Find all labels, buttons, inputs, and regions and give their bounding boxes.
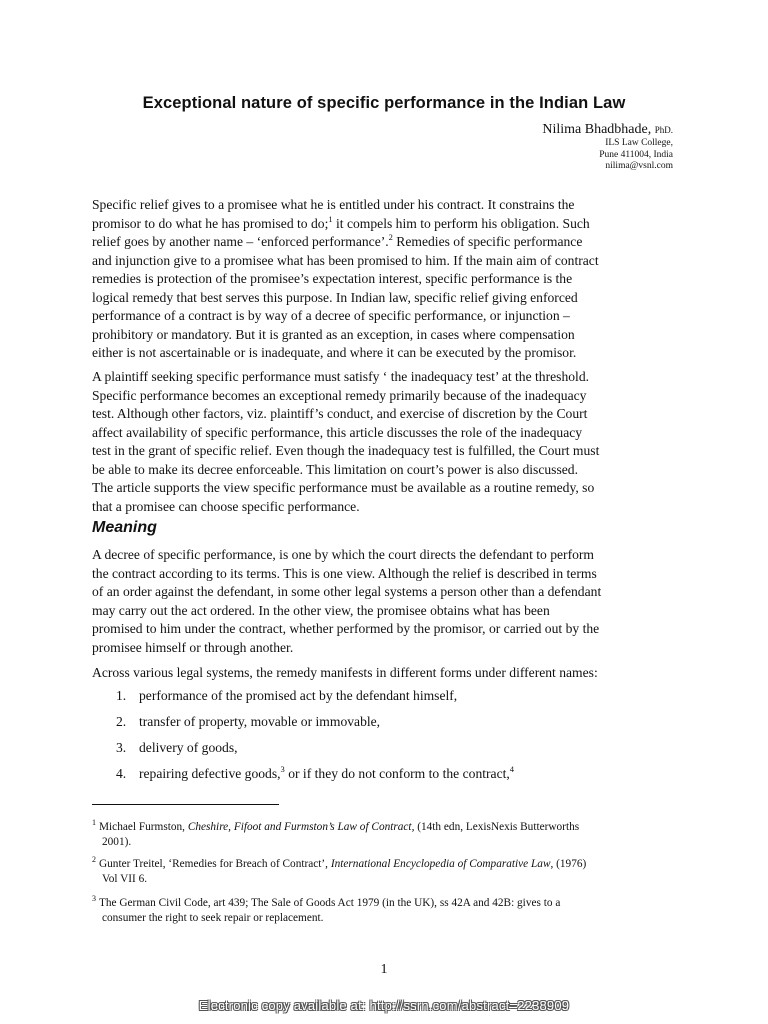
text-line: may carry out the act ordered. In the other view, the promisee obtains what has been [92, 602, 550, 618]
text-line: logical remedy that best serves this purpose. In Indian law, specific relief giving enforced [92, 289, 578, 305]
text-line: promisee himself or through another. [92, 639, 294, 655]
author-affiliation [599, 138, 673, 173]
text-line: prohibitory or mandatory. But it is granted as an exception, in cases where compensation [92, 326, 575, 342]
text-line: relief goes by another name – ‘enforced performance’.$^2$ Remedies of specific performance [92, 232, 583, 249]
footnote: $^2$ Gunter Treitel, ‘Remedies for Breach of Contract’, International Encyclopedia of Comparative Law, (1976) Vol VII 6. [92, 855, 587, 885]
paragraph-meaning [92, 546, 677, 657]
list-text: performance of the promised act by the defendant himself, [139, 688, 458, 703]
footnote-mark: 1 [92, 818, 96, 827]
text-line: test. Although other factors, viz. plaintiff’s conduct, and exercise of discretion by the Court [92, 406, 588, 421]
text-line: remedies is protection of the promisee’s expectation interest, specific performance is the [92, 271, 573, 286]
list-number: 2. [116, 714, 127, 729]
footnote-mark: 3 [92, 894, 96, 903]
paragraph-intro [92, 196, 677, 363]
list-number: 1. [116, 688, 127, 703]
author-degree: PhD. [654, 125, 673, 135]
affiliation-address: Pune 411004, India [599, 149, 673, 160]
footnote-ref: 3 [280, 764, 285, 774]
text-line: be able to make its decree enforceable. This limitation on court’s power is also discussed. [92, 461, 578, 477]
footnote: $^3$ The German Civil Code, art 439; The Sale of Goods Act 1979 (in the UK), ss 42A and 42B: gives to a consumer the right to seek repair or replacement. [92, 894, 561, 924]
list-text: transfer of property, movable or immovable, [139, 714, 381, 729]
paper-title: Exceptional nature of specific performance in the Indian Law [142, 94, 626, 112]
footnote-divider [92, 804, 279, 805]
footnote-continuation: 2001). [102, 836, 132, 848]
affiliation-institution: ILS Law College, [605, 138, 673, 148]
footnote-continuation: Vol VII 6. [102, 873, 148, 885]
paragraph-scope [92, 368, 677, 516]
list-number: 3. [116, 740, 127, 755]
footnote-mark: 2 [92, 855, 96, 864]
text-line: The article supports the view specific performance must be available as a routine remedy, so [92, 480, 595, 495]
list-text: repairing defective goods,$^3$ or if they do not conform to the contract,$^4$ [139, 764, 515, 781]
text-line: either is not ascertainable or is inadequate, and where it can be executed by the promisor. [92, 345, 577, 360]
text-line: Specific performance becomes an exceptional remedy primarily because of the inadequacy [92, 387, 587, 403]
text-line: test in the grant of specific relief. Even though the inadequacy test is fulfilled, the Court must [92, 443, 600, 458]
footnote: $^1$ Michael Furmston, Cheshire, Fifoot and Furmston’s Law of Contract, (14th edn, LexisNexis Butterworths 2001). [92, 818, 580, 848]
text-line: Across various legal systems, the remedy manifests in different forms under different names: [92, 665, 598, 680]
footnote-ref: 2 [388, 232, 393, 242]
footnote-ref: 1 [328, 213, 333, 224]
author-name: Nilima Bhadbhade, [542, 122, 652, 137]
footnote-continuation: consumer the right to seek repair or replacement. [102, 912, 324, 924]
text-line: A plaintiff seeking specific performance must satisfy ‘ the inadequacy test’ at the threshold. [92, 369, 590, 384]
affiliation-email: nilima@vsnl.com [605, 161, 673, 171]
text-line: promisor to do what he has promised to do;$^1$ it compels him to perform his obligation. Such [92, 213, 590, 231]
text-line: of an order against the defendant, in some other legal systems a person other than a defendant [92, 584, 602, 599]
author-line [542, 122, 673, 138]
paragraph-forms [92, 664, 677, 683]
text-line: performance of a contract is by way of a decree of specific performance, or injunction – [92, 308, 570, 323]
list-number: 4. [116, 766, 127, 781]
text-line: promised to him under the contract, whether performed by the promisor, or carried out by the [92, 621, 600, 636]
page-number: 1 [380, 962, 388, 977]
text-line: A decree of specific performance, is one by which the court directs the defendant to perform [92, 547, 595, 562]
section-heading: Meaning [92, 519, 157, 536]
list-text: delivery of goods, [139, 740, 238, 755]
text-line: and injunction give to a promisee what has been promised to him. If the main aim of contract [92, 252, 599, 268]
text-line: affect availability of specific performance, this article discusses the role of the inadequacy [92, 424, 583, 440]
ssrn-footer-link[interactable]: Electronic copy available at: http://ssrn.com/abstract=2238909 [198, 998, 570, 1013]
text-line: Specific relief gives to a promisee what he is entitled under his contract. It constrains the [92, 197, 575, 212]
footnote-ref: 4 [509, 764, 515, 774]
text-line: that a promisee can choose specific performance. [92, 498, 360, 514]
text-line: the contract according to its terms. This is one view. Although the relief is described in terms [92, 565, 597, 581]
